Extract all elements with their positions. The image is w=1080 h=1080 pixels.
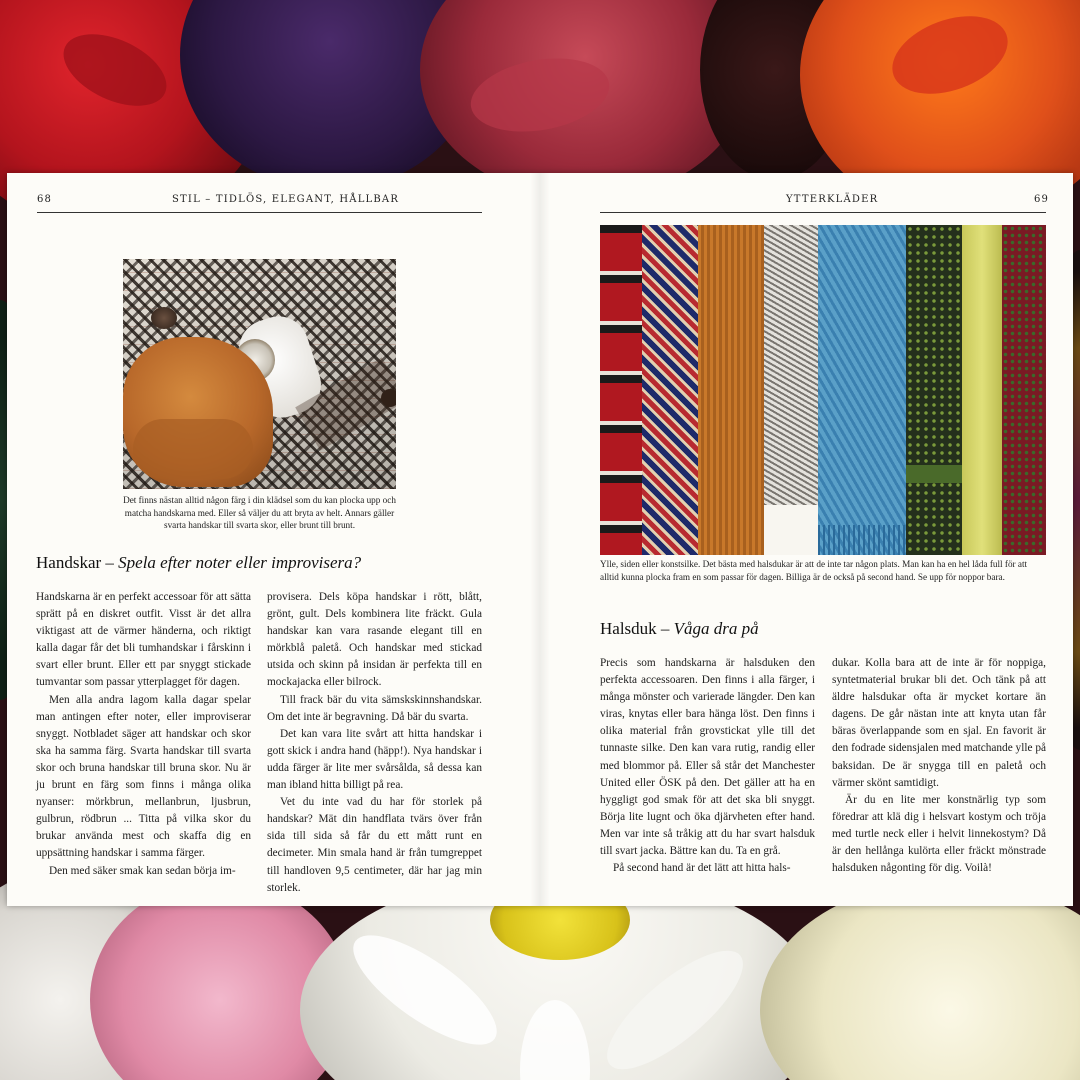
paragraph: Handskarna är en perfekt accessoar för att sätta sprätt på en diskret outfit. Visst är det allra viktigast att de värmer händerna, och riktigt kalla dagar får det bli tumhandskar i fårskinn i svart eller brunt. Eller ett par snyggt stickade tumvantar som passar ytterplagget för dagen. [36, 591, 251, 689]
left-column-2 [267, 589, 482, 897]
running-head-right: YTTERKLÄDER [786, 194, 879, 205]
paragraph: Till frack bär du vita sämskskinnshandskar. Om det inte är begravning. Då bär du svarta. [267, 693, 482, 723]
scarves-caption: Ylle, siden eller konstsilke. Det bästa med halsdukar är att de inte tar någon plats. Man kan ha en hel låda full för att alltid kunna plocka fram en som passar för dagen. Billiga är de också på second hand. Se upp för noppor bara. [600, 559, 1028, 582]
paragraph: På second hand är det lätt att hitta hals- [613, 862, 791, 875]
book-spread [7, 173, 1073, 906]
paragraph: dukar. Kolla bara att de inte är för noppiga, syntetmaterial brukar bli det. Och tänk på att äldre halsdukar ofta är mycket kortare än dagens. De går nästan inte att knyta utan får bäras överlappande som en sjal. En favorit är den fodrade sidensjalen med matchande ylle på baksidan. De är snygga till en paletå och värmer skönt samtidigt. [832, 657, 1046, 789]
paragraph: Det kan vara lite svårt att hitta handskar i gott skick i andra hand (häpp!). Nya handskar i udda färger är lite mer svårsålda, så dessa kan man ibland hitta billigt på rea. [267, 727, 482, 792]
page-number-right: 69 [1034, 194, 1050, 205]
header-rule-right [600, 212, 1046, 213]
glove-photo [123, 259, 396, 489]
section-heading-handskar [36, 553, 361, 573]
paragraph: Vet du inte vad du har för storlek på handskar? Mät din handflata tvärs över från sida till sida så får du ett mått runt en decimeter. Min smala hand är från tumgreppet till handloven 9,5 centimeter, där har jag min storlek. [267, 796, 482, 894]
header-rule-left [37, 212, 482, 213]
right-page [540, 173, 1073, 906]
glove-caption: Det finns nästan alltid någon färg i din klädsel som du kan plocka upp och matcha handskarna med. Eller så väljer du att bryta av helt. Annars gäller svarta handskar till svarta skor, eller brunt till brunt. [123, 495, 396, 530]
page-number-left: 68 [37, 194, 53, 205]
left-column-1 [36, 589, 251, 880]
paragraph: Precis som handskarna är halsduken den perfekta accessoaren. Den finns i alla färger, i många mönster och varierade längder. Den kan viras, knytas eller bara hänga löst. Den finns i olika material från grovstickat ylle till det tunnaste silke. Den kan vara rutig, randig eller med blommor på. Eller så står det Manchester United eller ÖSK på den. Det gäller att ha en hyggligt god smak för att det ska bli snyggt. Börja lite lugnt och öka djärvheten efter hand. Men var inte så tråkig att du har svart halsduk till svart jacka. Bättre kan du. Ta en grå. [600, 657, 815, 858]
right-column-2 [832, 655, 1046, 877]
scarves-photo [600, 225, 1046, 555]
paragraph: provisera. Dels köpa handskar i rött, blått, grönt, gult. Dels kombinera lite fräckt. Gula handskar kan vara rasande elegant till en mörkblå paletå. Och handskar med stickad utsida och skinn på insidan är perfekta till en mockajacka eller bilrock. [267, 591, 482, 689]
heading-main: Handskar [36, 553, 102, 572]
paragraph: Men alla andra lagom kalla dagar spelar man antingen efter noter, eller improviserar snyggt. Notbladet säger att handskar och skor ska ha samma färg. Svarta handskar till svarta skor och bruna handskar till bruna skor. Nu är ju brunt en färg som finns i många olika nyanser: mörkbrun, mellanbrun, ljusbrun, gulbrun, rödbrun ... Titta på vilka skor du brukar använda mest och skaffa dig en uppsättning handskar i samma färger. [36, 693, 251, 860]
left-page [7, 173, 540, 906]
section-heading-halsduk [600, 619, 759, 639]
paragraph: Den med säker smak kan sedan börja im- [49, 864, 236, 877]
heading-sub: – Spela efter noter eller improvisera? [105, 553, 362, 572]
running-head-left: STIL – TIDLÖS, ELEGANT, HÅLLBAR [172, 194, 400, 205]
right-column-1 [600, 655, 815, 877]
paragraph: Är du en lite mer konstnärlig typ som föredrar att klä dig i helsvart kostym och tröja med turtle neck eller i helvit linnekostym? Då är den hellånga kulörta eller fräckt mönstrade halsduken någonting för dig. Voilà! [832, 793, 1046, 875]
heading-sub: – Våga dra på [660, 619, 759, 638]
heading-main: Halsduk [600, 619, 657, 638]
